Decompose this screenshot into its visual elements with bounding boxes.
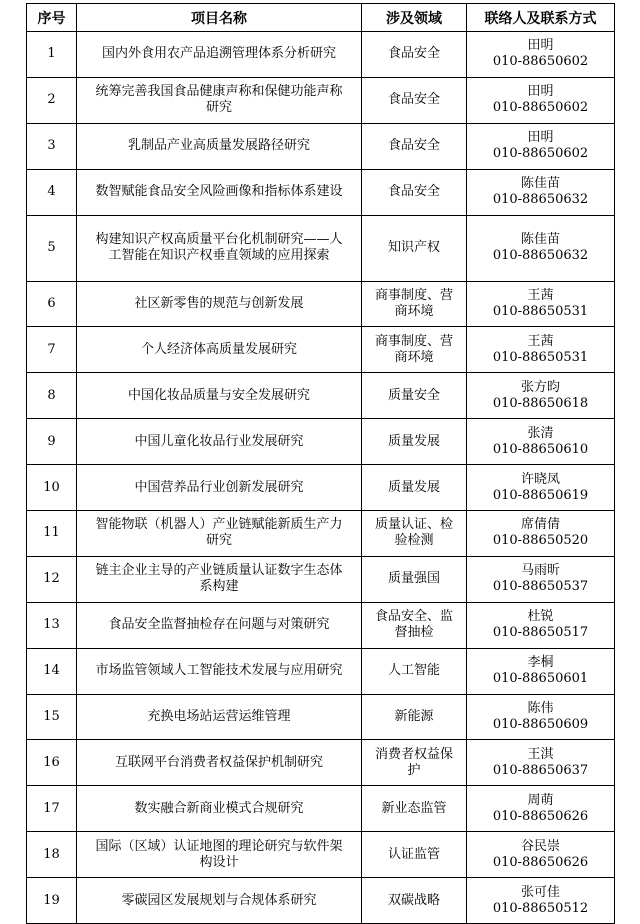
header-project: 项目名称 — [77, 4, 362, 32]
project-field: 质量认证、检验检测 — [362, 511, 467, 557]
contact-cell — [467, 556, 615, 602]
project-table — [26, 3, 615, 924]
table-row — [27, 419, 615, 465]
table-row — [27, 327, 615, 373]
project-name: 个人经济体高质量发展研究 — [77, 327, 362, 373]
project-field: 质量强国 — [362, 556, 467, 602]
contact-cell — [467, 373, 615, 419]
row-index: 18 — [27, 832, 77, 878]
project-field: 质量发展 — [362, 419, 467, 465]
contact-person: 田明 — [527, 84, 554, 100]
table-row — [27, 169, 615, 215]
contact-person: 马雨昕 — [520, 563, 560, 579]
contact-phone: 010-88650531 — [492, 349, 589, 365]
row-index: 16 — [27, 740, 77, 786]
project-name: 统筹完善我国食品健康声称和保健功能声称研究 — [77, 77, 362, 123]
contact-phone: 010-88650618 — [492, 395, 589, 411]
project-name: 数智赋能食品安全风险画像和指标体系建设 — [77, 169, 362, 215]
row-index: 14 — [27, 648, 77, 694]
row-index: 6 — [27, 281, 77, 327]
row-index: 11 — [27, 511, 77, 557]
project-name: 链主企业主导的产业链质量认证数字生态体系构建 — [77, 556, 362, 602]
project-name: 构建知识产权高质量平台化机制研究——人工智能在知识产权垂直领域的应用探索 — [77, 215, 362, 281]
table-row — [27, 786, 615, 832]
contact-person: 许晓凤 — [520, 471, 560, 487]
contact-person: 田明 — [527, 38, 554, 54]
contact-cell — [467, 832, 615, 878]
row-index: 8 — [27, 373, 77, 419]
table-header — [27, 4, 615, 32]
table-row — [27, 32, 615, 78]
table-row — [27, 556, 615, 602]
contact-phone: 010-88650520 — [492, 533, 589, 549]
project-name: 互联网平台消费者权益保护机制研究 — [77, 740, 362, 786]
project-name: 数实融合新商业模式合规研究 — [77, 786, 362, 832]
contact-phone: 010-88650601 — [492, 671, 589, 687]
project-field: 消费者权益保护 — [362, 740, 467, 786]
contact-person: 张可佳 — [520, 884, 560, 900]
project-name: 中国化妆品质量与安全发展研究 — [77, 373, 362, 419]
contact-person: 陈伟 — [527, 701, 554, 717]
project-name: 国际（区域）认证地图的理论研究与软件架构设计 — [77, 832, 362, 878]
project-field: 食品安全 — [362, 32, 467, 78]
project-field: 商事制度、营商环境 — [362, 281, 467, 327]
table-row — [27, 740, 615, 786]
contact-cell — [467, 123, 615, 169]
contact-phone: 010-88650602 — [492, 54, 589, 70]
contact-cell — [467, 215, 615, 281]
contact-person: 谷民崇 — [520, 838, 560, 854]
contact-person: 陈佳苗 — [520, 232, 560, 248]
row-index: 13 — [27, 602, 77, 648]
contact-person: 李桐 — [527, 655, 554, 671]
contact-phone: 010-88650512 — [492, 900, 589, 916]
contact-cell — [467, 419, 615, 465]
header-contact: 联络人及联系方式 — [467, 4, 615, 32]
row-index: 10 — [27, 465, 77, 511]
contact-person: 田明 — [527, 130, 554, 146]
project-name: 中国儿童化妆品行业发展研究 — [77, 419, 362, 465]
row-index: 17 — [27, 786, 77, 832]
table-row — [27, 281, 615, 327]
contact-cell — [467, 648, 615, 694]
contact-phone: 010-88650637 — [492, 762, 589, 778]
table-body — [27, 32, 615, 924]
project-field: 食品安全 — [362, 169, 467, 215]
contact-person: 王淇 — [527, 746, 554, 762]
contact-cell — [467, 786, 615, 832]
project-field: 新能源 — [362, 694, 467, 740]
row-index: 5 — [27, 215, 77, 281]
contact-cell — [467, 281, 615, 327]
project-field: 食品安全 — [362, 123, 467, 169]
project-name: 国内外食用农产品追溯管理体系分析研究 — [77, 32, 362, 78]
table-row — [27, 602, 615, 648]
contact-phone: 010-88650517 — [492, 625, 589, 641]
contact-cell — [467, 878, 615, 924]
contact-cell — [467, 602, 615, 648]
project-field: 双碳战略 — [362, 878, 467, 924]
contact-cell — [467, 77, 615, 123]
project-name: 社区新零售的规范与创新发展 — [77, 281, 362, 327]
project-name: 食品安全监督抽检存在问题与对策研究 — [77, 602, 362, 648]
table-row — [27, 215, 615, 281]
contact-person: 周萌 — [527, 792, 554, 808]
contact-person: 席倩倩 — [520, 517, 560, 533]
contact-cell — [467, 465, 615, 511]
project-field: 认证监管 — [362, 832, 467, 878]
row-index: 15 — [27, 694, 77, 740]
project-name: 充换电场站运营运维管理 — [77, 694, 362, 740]
row-index: 1 — [27, 32, 77, 78]
table-row — [27, 373, 615, 419]
contact-person: 王茜 — [527, 333, 554, 349]
project-field: 新业态监管 — [362, 786, 467, 832]
contact-phone: 010-88650626 — [492, 808, 589, 824]
contact-phone: 010-88650602 — [492, 100, 589, 116]
project-field: 食品安全、监督抽检 — [362, 602, 467, 648]
project-name: 乳制品产业高质量发展路径研究 — [77, 123, 362, 169]
contact-phone: 010-88650537 — [492, 579, 589, 595]
table-row — [27, 648, 615, 694]
contact-person: 张清 — [527, 425, 554, 441]
contact-phone: 010-88650531 — [492, 304, 589, 319]
contact-phone: 010-88650610 — [492, 441, 589, 457]
header-field: 涉及领域 — [362, 4, 467, 32]
project-name: 智能物联（机器人）产业链赋能新质生产力研究 — [77, 511, 362, 557]
row-index: 19 — [27, 878, 77, 924]
row-index: 2 — [27, 77, 77, 123]
project-field: 知识产权 — [362, 215, 467, 281]
row-index: 9 — [27, 419, 77, 465]
table-row — [27, 694, 615, 740]
contact-person: 王茜 — [527, 288, 554, 303]
project-name: 市场监管领域人工智能技术发展与应用研究 — [77, 648, 362, 694]
project-field: 人工智能 — [362, 648, 467, 694]
contact-person: 陈佳苗 — [520, 176, 560, 192]
contact-cell — [467, 694, 615, 740]
contact-cell — [467, 511, 615, 557]
project-name: 零碳园区发展规划与合规体系研究 — [77, 878, 362, 924]
table-row — [27, 878, 615, 924]
header-index: 序号 — [27, 4, 77, 32]
table-row — [27, 77, 615, 123]
contact-person: 杜锐 — [527, 609, 554, 625]
contact-phone: 010-88650632 — [492, 192, 589, 208]
contact-cell — [467, 740, 615, 786]
header-row — [27, 4, 615, 32]
row-index: 7 — [27, 327, 77, 373]
contact-phone: 010-88650609 — [492, 717, 589, 733]
contact-person: 张方昀 — [520, 379, 560, 395]
table-row — [27, 832, 615, 878]
contact-phone: 010-88650632 — [492, 248, 589, 264]
project-name: 中国营养品行业创新发展研究 — [77, 465, 362, 511]
contact-phone: 010-88650626 — [492, 854, 589, 870]
contact-cell — [467, 169, 615, 215]
table-row — [27, 465, 615, 511]
table-row — [27, 511, 615, 557]
table-row — [27, 123, 615, 169]
row-index: 3 — [27, 123, 77, 169]
contact-cell — [467, 327, 615, 373]
contact-phone: 010-88650602 — [492, 146, 589, 162]
row-index: 12 — [27, 556, 77, 602]
project-field: 食品安全 — [362, 77, 467, 123]
contact-cell — [467, 32, 615, 78]
row-index: 4 — [27, 169, 77, 215]
project-field: 商事制度、营商环境 — [362, 327, 467, 373]
project-field: 质量安全 — [362, 373, 467, 419]
contact-phone: 010-88650619 — [492, 487, 589, 503]
project-field: 质量发展 — [362, 465, 467, 511]
